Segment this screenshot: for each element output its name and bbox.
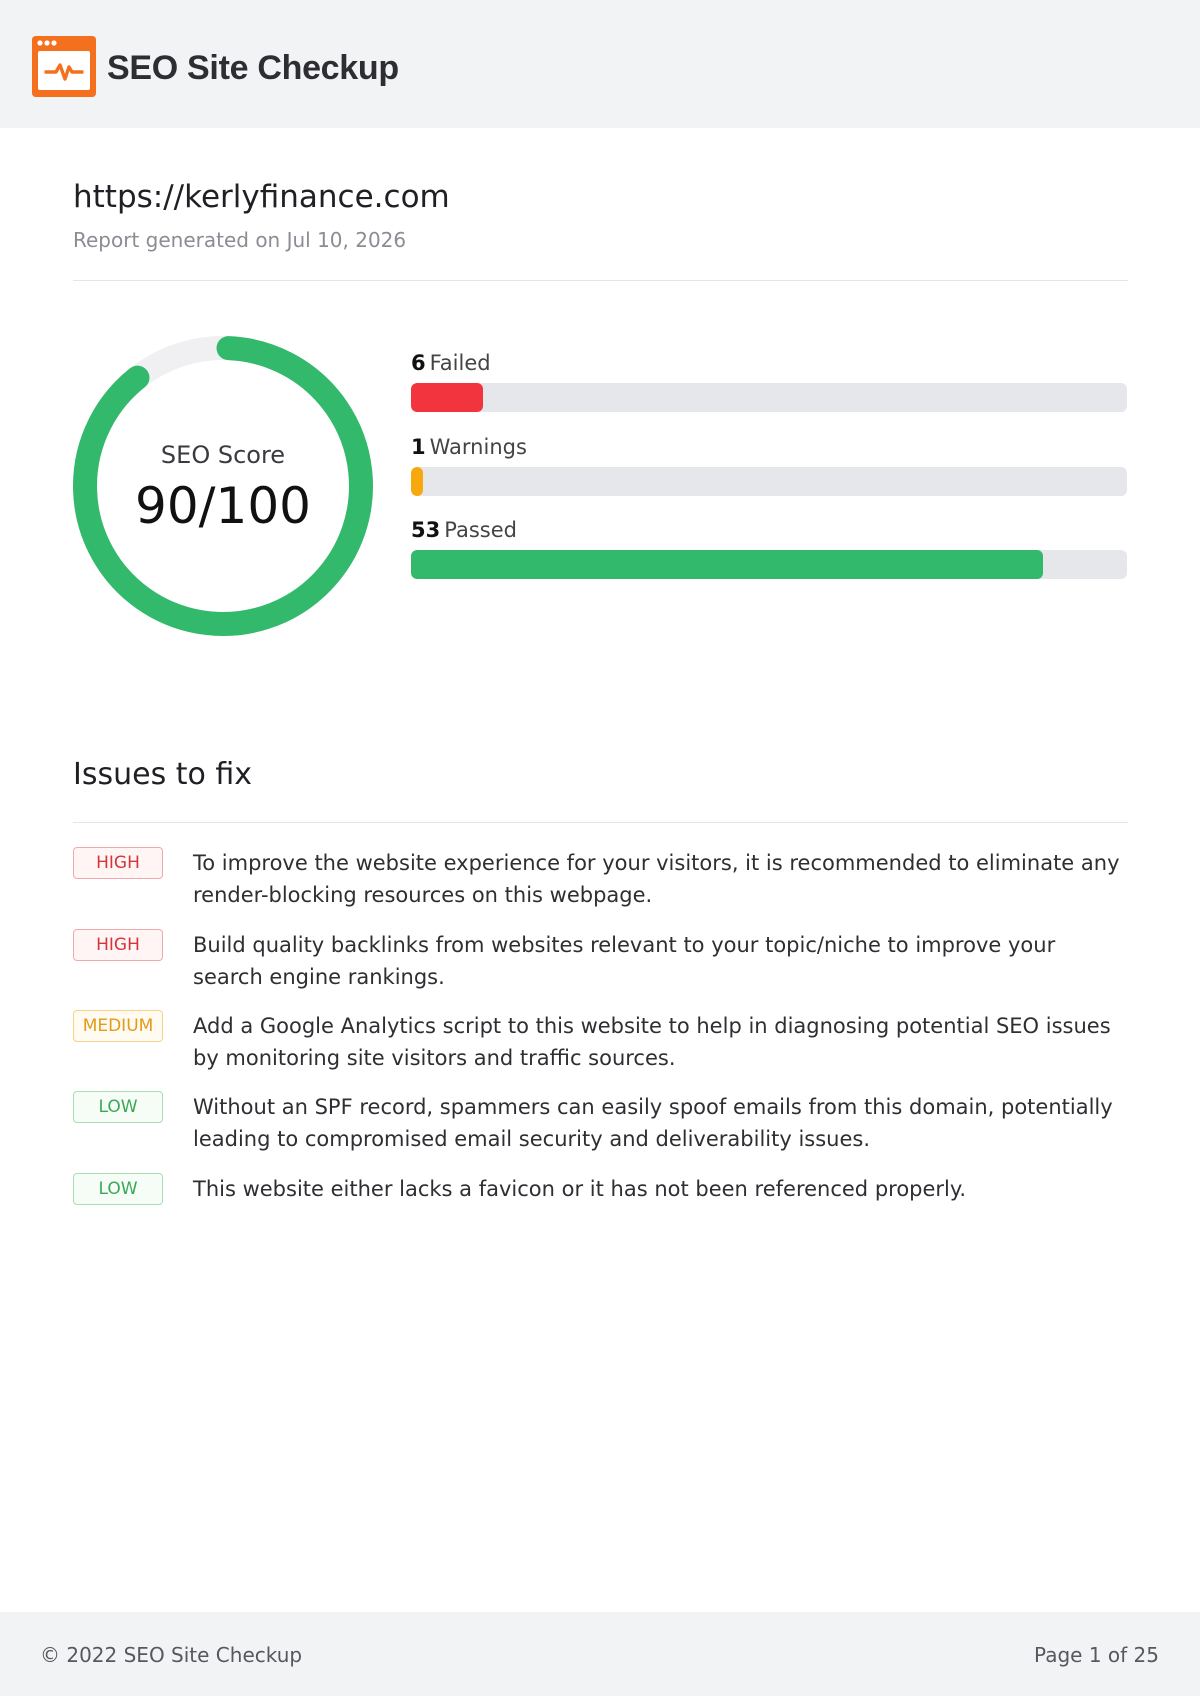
- severity-badge-low: LOW: [73, 1173, 163, 1205]
- failed-text: Failed: [429, 351, 491, 375]
- page-number: Page 1 of 25: [1034, 1643, 1159, 1667]
- score-label: SEO Score: [160, 441, 286, 469]
- warnings-text: Warnings: [429, 435, 527, 459]
- pulse-window-icon: [32, 36, 96, 97]
- failed-label: [411, 350, 1127, 376]
- divider: [73, 280, 1128, 281]
- issue-text: This website either lacks a favicon or it has not been referenced properly.: [193, 1177, 966, 1201]
- severity-badge-medium: MEDIUM: [73, 1010, 163, 1042]
- passed-bar-track: [411, 550, 1127, 579]
- severity-badge-low: LOW: [73, 1091, 163, 1123]
- failed-count: 6: [411, 351, 426, 375]
- issues-heading: Issues to fix: [73, 757, 253, 792]
- warnings-bar-fill: [411, 467, 423, 496]
- warnings-count: 1: [411, 435, 426, 459]
- score-value: 90/100: [135, 477, 311, 535]
- passed-label: [411, 517, 1127, 543]
- failed-bar-track: [411, 383, 1127, 412]
- copyright: © 2022 SEO Site Checkup: [40, 1643, 303, 1667]
- report-date: Report generated on Jul 10, 2026: [73, 228, 407, 252]
- failed-stat: [411, 350, 1127, 412]
- report-header: [0, 0, 1200, 128]
- passed-count: 53: [411, 518, 441, 542]
- warnings-bar-track: [411, 467, 1127, 496]
- issue-text: Build quality backlinks from websites relevant to your topic/niche to improve your search engine rankings.: [193, 933, 1056, 989]
- brand-name: SEO Site Checkup: [107, 49, 399, 87]
- report-url: https://kerlyfinance.com: [73, 179, 450, 215]
- warnings-stat: [411, 434, 1127, 496]
- severity-badge-high: HIGH: [73, 929, 163, 961]
- divider: [73, 822, 1128, 823]
- logo: [32, 36, 96, 97]
- passed-text: Passed: [444, 518, 517, 542]
- severity-badge-high: HIGH: [73, 847, 163, 879]
- issue-text: Without an SPF record, spammers can easily spoof emails from this domain, potentially leading to compromised email security and deliverability issues.: [193, 1095, 1113, 1151]
- report-footer: [0, 1612, 1200, 1696]
- failed-bar-fill: [411, 383, 483, 412]
- warnings-label: [411, 434, 1127, 460]
- issue-text: To improve the website experience for your visitors, it is recommended to eliminate any render-blocking resources on this webpage.: [193, 851, 1120, 907]
- issue-text: Add a Google Analytics script to this website to help in diagnosing potential SEO issues by monitoring site visitors and traffic sources.: [193, 1014, 1111, 1070]
- passed-bar-fill: [411, 550, 1043, 579]
- passed-stat: [411, 517, 1127, 579]
